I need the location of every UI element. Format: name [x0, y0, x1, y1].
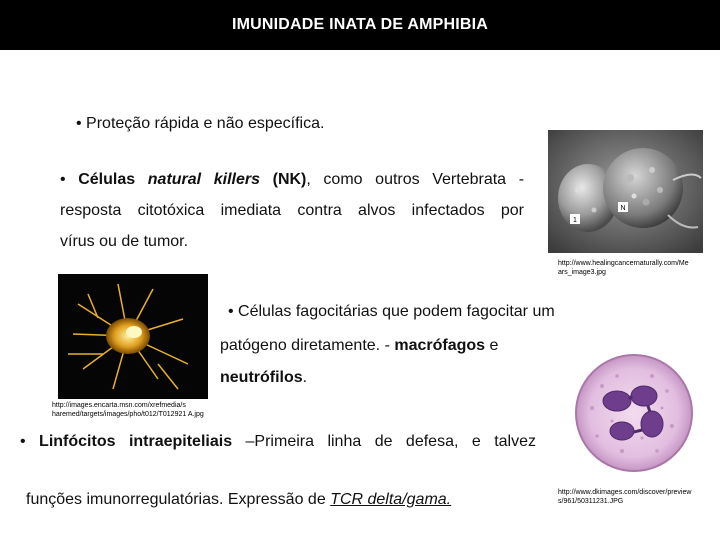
- bullet-phagocytic-line1: • Células fagocitárias que podem fagocitar um: [228, 303, 555, 320]
- bullet-lymphocytes-line1: • Linfócitos intraepiteliais –Primeira linha de defesa, e talvez: [20, 433, 536, 450]
- neutrophil-micrograph: [562, 346, 705, 481]
- neutrophils-word: neutrófilos: [220, 369, 303, 386]
- nk-label-1: 1: [573, 217, 577, 224]
- nk-abbrev: (NK): [272, 171, 307, 188]
- bullet-lymphocytes-line2: funções imunorregulatórias. Expressão de TCR delta/gama.: [26, 491, 452, 508]
- bullet-nk-line1: • Células natural killers (NK), como outros Vertebrata -: [60, 171, 525, 188]
- nk-image-caption: http://www.healingcancernaturally.com/Me ars_image3.jpg: [558, 260, 689, 276]
- nk-cell-micrograph: [548, 130, 703, 253]
- lymphocytes-word: Linfócitos: [39, 433, 116, 450]
- nk-cells-word: Células: [78, 171, 136, 188]
- bullet-phagocytic-line3: neutrófilos.: [220, 369, 308, 386]
- tcr-term: TCR delta/gama.: [330, 491, 452, 508]
- bullet-phagocytic-line2: patógeno diretamente. - macrófagos e: [220, 337, 499, 354]
- slide-title: [0, 0, 720, 50]
- macrophage-image-caption: http://images.encarta.msn.com/xrefmedia/s haremed/targets/images/pho/t012/T012921 A.jpg: [52, 402, 204, 418]
- macrophages-word: macrófagos: [394, 337, 486, 354]
- neutrophil-image-caption: http://www.dkimages.com/discover/preview s/961/50311231.JPG: [558, 489, 692, 505]
- bullet-nk-line2: resposta citotóxica imediata contra alvos infectados por: [60, 202, 524, 219]
- nk-cell-image-svg: [548, 130, 703, 253]
- intraepithelial-word: intraepiteliais: [128, 433, 233, 450]
- slide-title-text: IMUNIDADE INATA DE AMPHIBIA: [231, 16, 489, 33]
- macrophage-micrograph: [58, 274, 208, 399]
- natural-killers-text: natural killers: [147, 171, 260, 188]
- bullet-fast-protection: • Proteção rápida e não específica.: [76, 115, 325, 132]
- nk-label-2: N: [620, 205, 626, 212]
- bullet-nk-line3: vírus ou de tumor.: [60, 233, 189, 250]
- macrophage-image-svg: [58, 274, 208, 399]
- neutrophil-image-svg: [562, 346, 705, 481]
